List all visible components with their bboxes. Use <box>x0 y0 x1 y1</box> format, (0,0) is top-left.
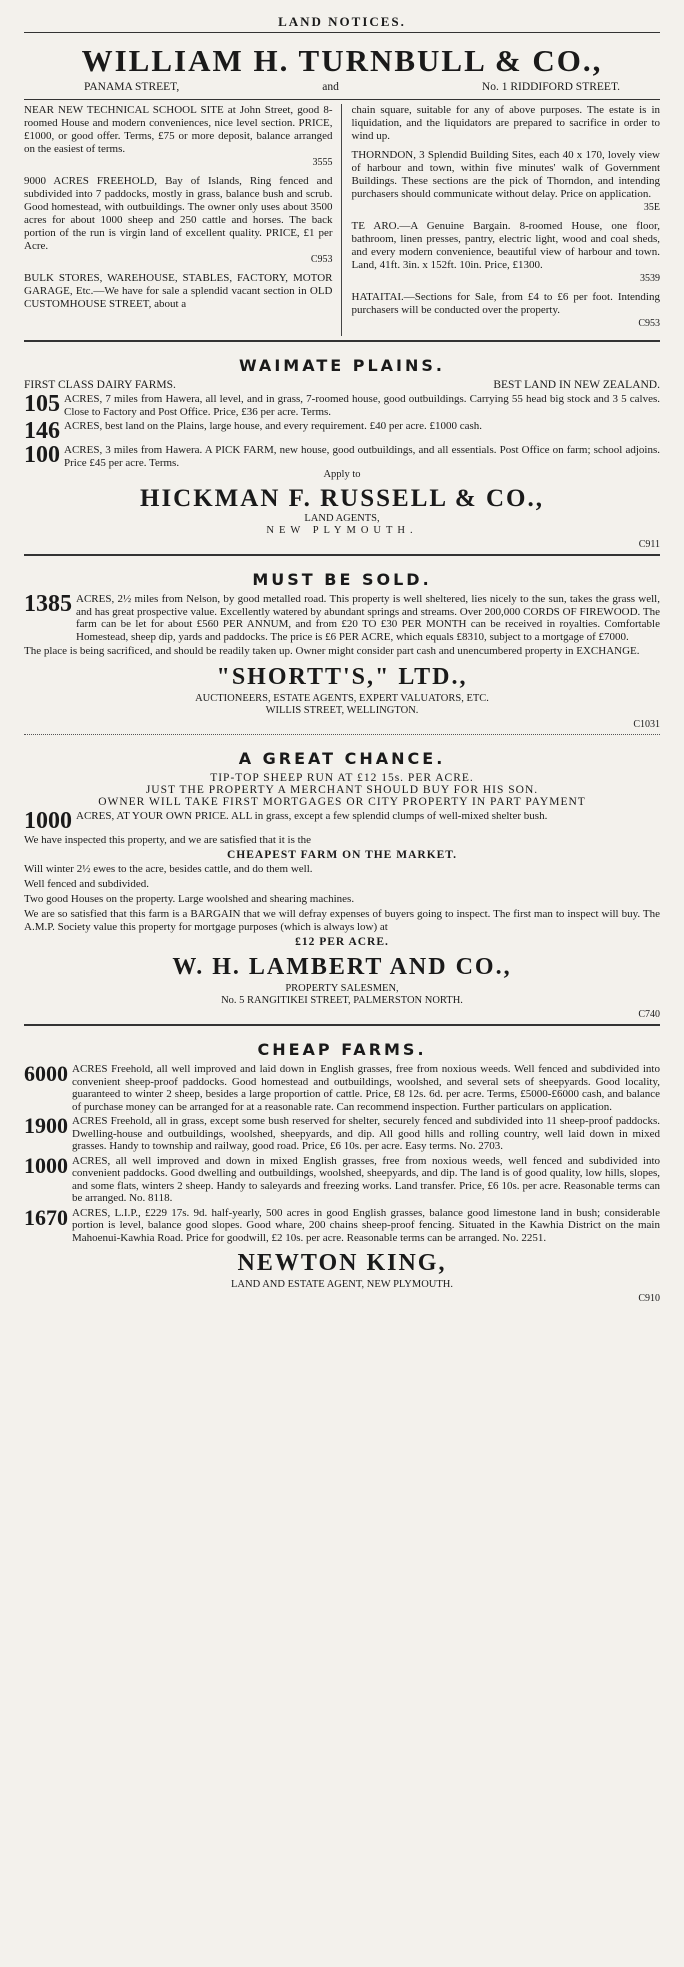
acreage-number: 100 <box>24 442 60 468</box>
listing-text: chain square, suitable for any of above purposes. The estate is in liquidation, and the liquidators are prepared to sacrifice in order to wind up. <box>351 104 660 142</box>
waimate-sub-left: FIRST CLASS DAIRY FARMS. <box>24 379 176 391</box>
top-rule <box>24 32 660 33</box>
newton-king-firm-subtitle: LAND AND ESTATE AGENT, NEW PLYMOUTH. <box>231 1279 453 1290</box>
great-chance-heading: A GREAT CHANCE. <box>238 749 446 768</box>
shortts-firm-subtitle: AUCTIONEERS, ESTATE AGENTS, EXPERT VALUATORS, ETC. <box>195 693 489 704</box>
listing-code: C953 <box>310 254 333 265</box>
waimate-listing <box>24 420 660 442</box>
section-divider <box>24 1024 660 1026</box>
listing-text: ACRES, all well improved and down in mixed English grasses, free from noxious weeds, well fenced and subdivided into convenient paddocks. Good dwelling and outbuildings, woolshed, sheepyards, and dip. The land is of good quality, low hills, slopes, and some flats, winters 2 sheep. Handy to saleyards and freezing works. Land transfer. Price, £6 10s. per acre. Reasonable terms can be arranged. No. 8118. <box>72 1154 660 1204</box>
waimate-subheading-row <box>24 379 660 391</box>
great-chance-point: Will winter 2½ ewes to the acre, besides cattle, and do them well. <box>24 863 313 875</box>
great-chance-price: £12 PER ACRE. <box>295 936 389 948</box>
listing-item <box>352 291 661 330</box>
great-chance-point: Well fenced and subdivided. <box>24 878 149 890</box>
listing-text: BULK STORES, WAREHOUSE, STABLES, FACTORY, MOTOR GARAGE, Etc.—We have for sale a splendid vacant section in OLD CUSTOMHOUSE STREET, about a <box>24 272 333 310</box>
lambert-firm-address: No. 5 RANGITIKEI STREET, PALMERSTON NORTH. <box>221 995 463 1006</box>
waimate-sub-right: BEST LAND IN NEW ZEALAND. <box>493 379 660 391</box>
cheap-farms-listing <box>24 1152 660 1205</box>
listing-code: 3539 <box>640 273 660 284</box>
turnbull-address-left: PANAMA STREET, <box>84 81 180 93</box>
listing-text: HATAITAI.—Sections for Sale, from £4 to £6 per foot. Intending purchasers will be conducted over the property. <box>351 291 660 316</box>
russell-firm-name: HICKMAN F. RUSSELL & CO., <box>140 485 544 512</box>
shortts-firm-name: "SHORTT'S," LTD., <box>216 664 468 690</box>
newton-king-firm-name: NEWTON KING, <box>237 1250 447 1276</box>
apply-to-line: Apply to <box>323 469 361 480</box>
acreage-number: 1000 <box>24 808 72 834</box>
waimate-listing <box>24 444 660 469</box>
listing-item <box>24 175 333 266</box>
must-be-sold-heading: MUST BE SOLD. <box>252 570 432 589</box>
turnbull-listings <box>24 99 660 336</box>
listing-item <box>352 104 661 143</box>
turnbull-address-and: and <box>322 81 339 93</box>
waimate-heading: WAIMATE PLAINS. <box>239 356 445 375</box>
lambert-firm-subtitle: PROPERTY SALESMEN, <box>285 983 399 994</box>
must-be-sold-note: The place is being sacrificed, and should be readily taken up. Owner might consider part cash and unencumbered property in EXCHANGE. <box>24 645 640 657</box>
listing-code: C953 <box>638 318 660 329</box>
listing-item <box>24 104 333 169</box>
listing-text: ACRES, best land on the Plains, large house, and every requirement. £40 per acre. £1000 cash. <box>64 420 482 432</box>
turnbull-left-column <box>24 104 342 336</box>
section-divider <box>24 340 660 342</box>
great-chance-line: JUST THE PROPERTY A MERCHANT SHOULD BUY FOR HIS SON. <box>145 784 539 796</box>
great-chance-line: TIP-TOP SHEEP RUN AT £12 15s. PER ACRE. <box>210 772 474 784</box>
newspaper-page <box>12 0 672 1960</box>
waimate-listing <box>24 393 660 418</box>
acreage-number: 105 <box>24 391 60 417</box>
listing-text: ACRES Freehold, all well improved and laid down in English grasses, free from noxious weeds. Well fenced and subdivided into convenient sheep-proof paddocks. Good homestead and outbuildings, woolshed, and several sets of sheepyards. Good locality, guaranteed to winter 2 sheep, besides a large proportion of cattle. Price, £8 12s. 6d. per acre. Terms, £5000-£6000 cash, and balance of purchase money can be arranged for at a reasonable rate. Can recommend inspection. Further particulars on application. <box>72 1063 660 1113</box>
cheap-farms-listing <box>24 1204 660 1245</box>
acreage-number: 1900 <box>24 1113 68 1138</box>
russell-firm-place: NEW PLYMOUTH. <box>266 525 418 536</box>
listing-text: ACRES, 2½ miles from Nelson, by good metalled road. This property is well sheltered, lies nicely to the sun, takes the grass well, and has great prospective value. Excellently watered by abundant springs and streams. Over 200,000 CORDS OF FIREWOOD. The farm can be let for about £560 PER ANNUM, and from £20 TO £30 PER MONTH can be received in royalties. Comfortable Homestead, sheep dip, yards and paddocks. The price is £6 PER ACRE, which equals £8310, subject to a mortgage of £7000. <box>76 593 660 643</box>
ad-reference-code: C910 <box>638 1293 660 1304</box>
turnbull-address-right: No. 1 RIDDIFORD STREET. <box>481 81 620 93</box>
acreage-number: 146 <box>24 418 60 444</box>
turnbull-firm-name: WILLIAM H. TURNBULL & CO., <box>81 43 603 78</box>
turnbull-address-row <box>24 81 660 93</box>
listing-text: ACRES, AT YOUR OWN PRICE. ALL in grass, except a few splendid clumps of well-mixed shelter bush. <box>76 810 548 822</box>
acreage-number: 1385 <box>24 591 72 617</box>
ad-reference-code: C740 <box>638 1009 660 1020</box>
cheap-farms-listing <box>24 1115 660 1153</box>
russell-firm-subtitle: LAND AGENTS, <box>304 513 380 524</box>
listing-text: THORNDON, 3 Splendid Building Sites, each 40 x 170, lovely view of harbour and town, within five minutes' walk of Government Buildings. These sections are the pick of Thorndon, and intending purchasers should communicate without delay. Price on application. <box>351 149 660 200</box>
listing-text: ACRES, L.I.P., £229 17s. 9d. half-yearly, 500 acres in good English grasses, balance good limestone land in bush; considerable portion is level, balance good slopes. Good whare, 200 chains sheep-proof fencing. Situated in the Kawhia District on the main Mahoenui-Kawhia Road. Price for goodwill, £2 10s. per acre. Reasonable terms can be arranged. No. 2251. <box>72 1206 660 1244</box>
great-chance-listing <box>24 810 660 832</box>
listing-text: NEAR NEW TECHNICAL SCHOOL SITE at John Street, good 8-roomed House and modern conveniences, nice level section. PRICE, £1000, or good offer. Terms, £75 or more deposit, balance arranged on the easiest of terms. <box>24 104 333 155</box>
ad-reference-code: C1031 <box>633 719 660 730</box>
listing-code: 3555 <box>312 157 333 168</box>
listing-code: 35E <box>643 202 660 213</box>
great-chance-point: Two good Houses on the property. Large woolshed and shearing machines. <box>24 893 355 905</box>
cheapest-farm-line: CHEAPEST FARM ON THE MARKET. <box>226 849 457 861</box>
acreage-number: 1670 <box>24 1204 68 1230</box>
listing-text: TE ARO.—A Genuine Bargain. 8-roomed House, one floor, bathroom, linen presses, pantry, electric light, wood and coal sheds, and every modern convenience, beautiful view of harbour and town. Land, 41ft. 3in. x 152ft. 10in. Price, £1300. <box>351 220 660 271</box>
turnbull-right-column <box>352 104 661 336</box>
great-chance-inspected: We have inspected this property, and we are satisfied that it is the <box>24 834 312 846</box>
listing-item <box>352 220 661 285</box>
section-divider <box>24 734 660 735</box>
great-chance-line: OWNER WILL TAKE FIRST MORTGAGES OR CITY PROPERTY IN PART PAYMENT <box>98 796 586 808</box>
cheap-farms-heading: CHEAP FARMS. <box>257 1040 427 1059</box>
acreage-number: 1000 <box>24 1152 68 1178</box>
listing-text: 9000 ACRES FREEHOLD, Bay of Islands, Ring fenced and subdivided into 7 paddocks, mostly in grass, balance bush and scrub. Good homestead, with outbuildings. The owner only uses about 3500 acres for about 1000 sheep and 250 cattle and horses. The back portion of the run is virgin land of excellent quality. PRICE, £1 per Acre. <box>24 175 333 252</box>
ad-reference-code: C911 <box>638 539 660 550</box>
listing-text: ACRES, 7 miles from Hawera, all level, and in grass, 7-roomed house, good outbuildings. Carrying 55 head big stock and 3 5 calves. Close to Factory and Post Office. Price, £36 per acre. Terms. <box>64 393 660 418</box>
shortts-firm-address: WILLIS STREET, WELLINGTON. <box>265 705 419 716</box>
page-title: LAND NOTICES. <box>278 14 406 29</box>
great-chance-bargain: We are so satisfied that this farm is a BARGAIN that we will defray expenses of buyers going to inspect. The first man to inspect will buy. The A.M.P. Society value this property for mortgage purposes (which is always low) at <box>24 908 660 933</box>
listing-item <box>24 272 333 311</box>
lambert-firm-name: W. H. LAMBERT AND CO., <box>172 954 512 980</box>
section-divider <box>24 554 660 556</box>
must-be-sold-listing <box>24 593 660 643</box>
listing-text: ACRES, 3 miles from Hawera. A PICK FARM, new house, good outbuildings, and all essentials. Post Office on farm; school adjoins. Price £45 per acre. Terms. <box>64 444 660 469</box>
cheap-farms-listing <box>24 1063 660 1113</box>
listing-item <box>352 149 661 214</box>
listing-text: ACRES Freehold, all in grass, except some bush reserved for shelter, securely fenced and subdivided into 11 sheep-proof paddocks. Dwelling-house and outbuildings, woolshed, sheepyards, and dip. All good hills and rolling country, well laid down in mixed grasses. Handy to township and railway, good road. Price, £6 10s. per acre. Easy terms. No. 2703. <box>72 1115 660 1152</box>
acreage-number: 6000 <box>24 1061 68 1086</box>
